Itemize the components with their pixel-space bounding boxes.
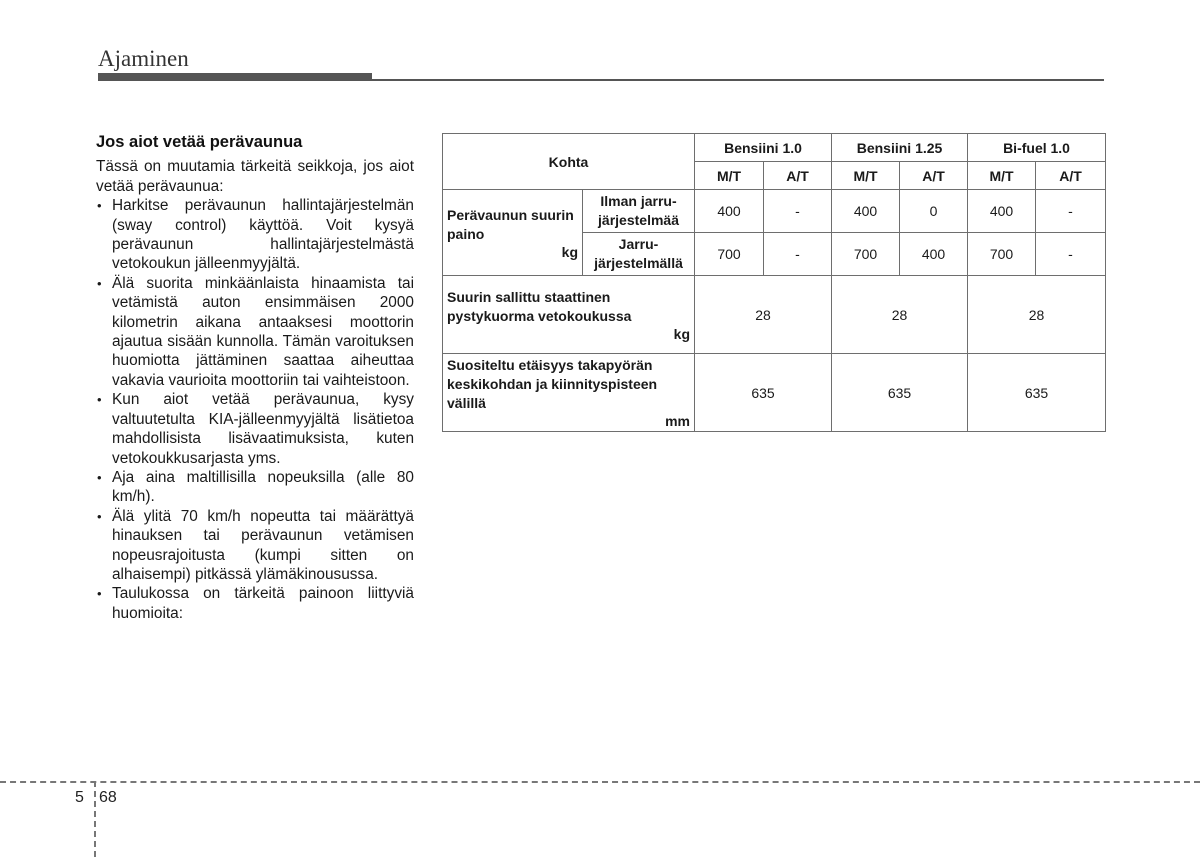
value-cell: 28 bbox=[968, 276, 1106, 354]
value-cell: 635 bbox=[968, 354, 1106, 432]
towing-weight-table bbox=[442, 133, 1106, 432]
table-row bbox=[443, 276, 1106, 354]
weight-label: Perävaunun suurin paino bbox=[447, 206, 574, 242]
value-cell: 28 bbox=[832, 276, 968, 354]
header-mt: M/T bbox=[832, 162, 900, 190]
footer-rule bbox=[0, 781, 1200, 783]
header-mt: M/T bbox=[695, 162, 764, 190]
brake-line2: järjestelmällä bbox=[594, 255, 683, 271]
distance-unit: mm bbox=[665, 413, 691, 429]
bullet-item: • Aja aina maltillisilla nopeuksilla (alle 80 km/h). bbox=[96, 468, 414, 507]
value-cell: 0 bbox=[900, 190, 968, 233]
no-brake-label bbox=[583, 190, 695, 233]
footer-divider bbox=[94, 781, 96, 857]
section-heading: Jos aiot vetää perävaunua bbox=[96, 133, 303, 151]
distance-line2: keskikohdan ja kiinnityspisteen bbox=[447, 376, 658, 392]
static-load-line2: pystykuorma vetokoukussa bbox=[447, 307, 632, 324]
brake-label bbox=[583, 233, 695, 276]
value-cell: - bbox=[1036, 190, 1106, 233]
bullet-item: • Älä suorita minkäänlaista hinaamista tai vetämistä auton ensimmäisen 2000 kilometrin aikana antaaksesi moottorin ajautua sisään kunnolla. Tämän varoituksen huomiotta jättäminen saattaa aiheuttaa vakavia vaurioita moottoriin tai vaihteistoon. bbox=[96, 274, 414, 390]
no-brake-line1: Ilman jarru- bbox=[600, 193, 677, 209]
header-mt: M/T bbox=[968, 162, 1036, 190]
header-at: A/T bbox=[900, 162, 968, 190]
weight-label-cell bbox=[443, 190, 583, 276]
header-at: A/T bbox=[764, 162, 832, 190]
static-load-unit: kg bbox=[673, 325, 691, 342]
bullet-item: • Kun aiot vetää perävaunua, kysy valtuutetulta KIA-jälleenmyyjältä lisätietoa mahdollisista lisävaatimuksista, kuten vetokoukkusarjasta yms. bbox=[96, 390, 414, 468]
towing-instructions bbox=[96, 133, 414, 623]
intro-paragraph: Tässä on muutamia tärkeitä seikkoja, jos aiot vetää perävaunua: bbox=[96, 158, 414, 195]
value-cell: 635 bbox=[832, 354, 968, 432]
distance-line3: välillä bbox=[447, 395, 486, 411]
value-cell: 400 bbox=[900, 233, 968, 276]
no-brake-line2: järjestelmää bbox=[598, 212, 679, 228]
brake-line1: Jarru- bbox=[618, 236, 659, 252]
section-number: 5 bbox=[75, 789, 84, 806]
value-cell: - bbox=[764, 190, 832, 233]
distance-line1: Suositeltu etäisyys takapyörän bbox=[447, 357, 653, 373]
value-cell: 400 bbox=[695, 190, 764, 233]
value-cell: 700 bbox=[968, 233, 1036, 276]
header-at: A/T bbox=[1036, 162, 1106, 190]
value-cell: - bbox=[1036, 233, 1106, 276]
value-cell: 400 bbox=[968, 190, 1036, 233]
value-cell: 400 bbox=[832, 190, 900, 233]
bullet-item: • Älä ylitä 70 km/h nopeutta tai määrättyä hinauksen tai perävaunun vetämisen nopeusrajoitusta (kumpi sitten on alhaisempi) pitkässä ylämäkinousussa. bbox=[96, 507, 414, 585]
value-cell: - bbox=[764, 233, 832, 276]
header-engine: Bensiini 1.25 bbox=[832, 134, 968, 162]
bullet-item: • Harkitse perävaunun hallintajärjestelmän (sway control) käyttöä. Voit kysyä perävaunun hallintajärjestelmästä vetokoukun jälleenmyyjältä. bbox=[96, 196, 414, 274]
distance-label-cell bbox=[443, 354, 695, 432]
weight-unit: kg bbox=[561, 243, 578, 260]
header-rule bbox=[98, 79, 1104, 81]
chapter-title: Ajaminen bbox=[98, 46, 189, 71]
header-kohta: Kohta bbox=[443, 134, 695, 190]
value-cell: 700 bbox=[832, 233, 900, 276]
header-engine: Bi-fuel 1.0 bbox=[968, 134, 1106, 162]
header-engine: Bensiini 1.0 bbox=[695, 134, 832, 162]
table-row bbox=[443, 354, 1106, 432]
bullet-list bbox=[96, 196, 414, 623]
page-number: 68 bbox=[99, 789, 117, 806]
table-row bbox=[443, 190, 1106, 233]
static-load-line1: Suurin sallittu staattinen bbox=[447, 288, 611, 305]
value-cell: 700 bbox=[695, 233, 764, 276]
value-cell: 28 bbox=[695, 276, 832, 354]
table-header-row bbox=[443, 134, 1106, 162]
value-cell: 635 bbox=[695, 354, 832, 432]
static-load-label-cell bbox=[443, 276, 695, 354]
bullet-item: • Taulukossa on tärkeitä painoon liittyviä huomioita: bbox=[96, 584, 414, 623]
